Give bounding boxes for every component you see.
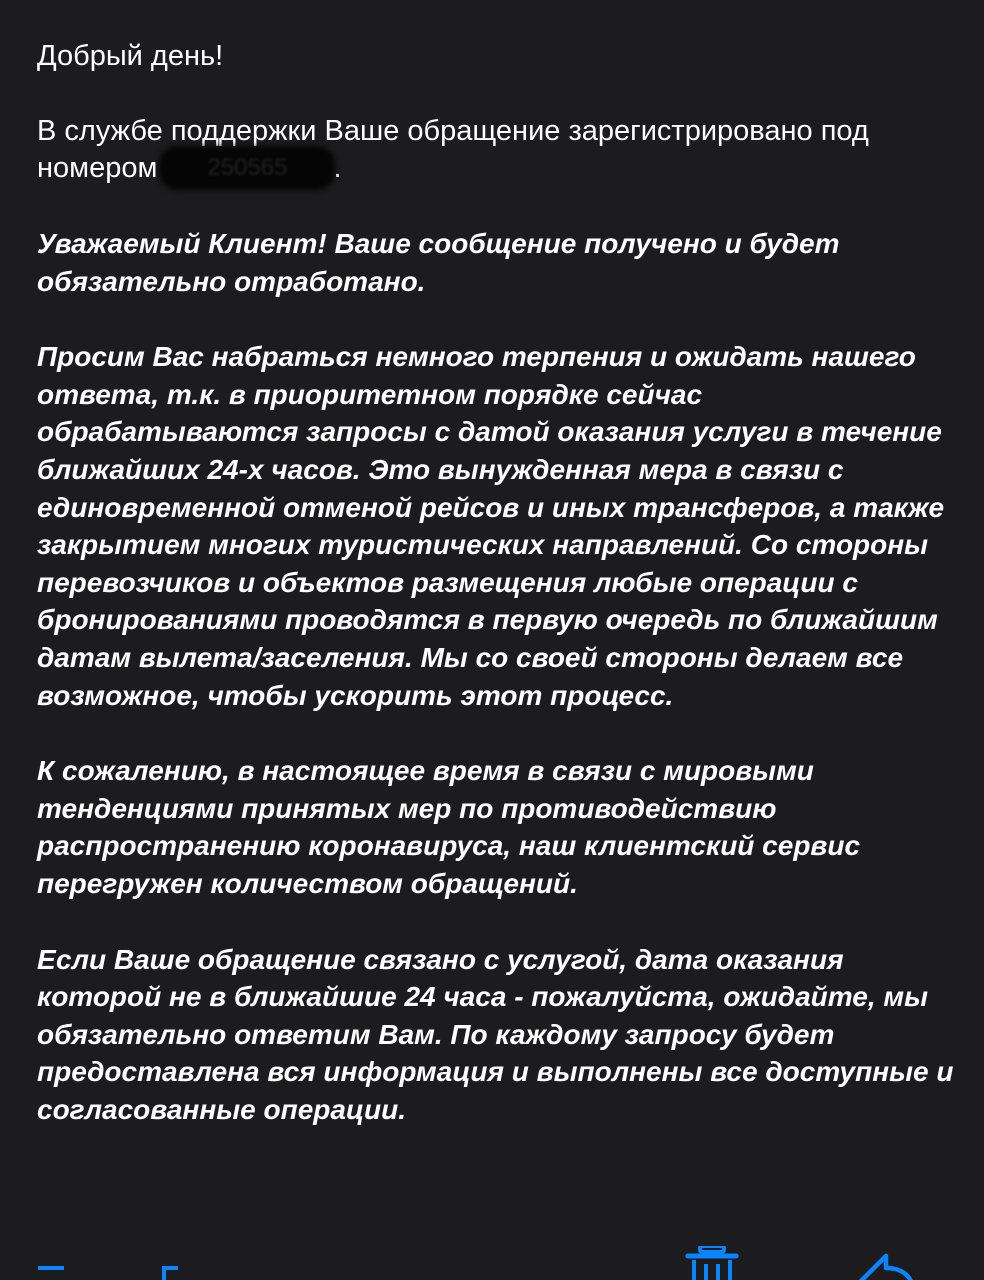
folder-icon[interactable] <box>162 1266 178 1280</box>
ticket-line <box>37 113 962 187</box>
redacted-ticket-number <box>163 150 331 186</box>
email-body <box>37 38 962 1166</box>
greeting-text: Добрый день! <box>37 40 224 72</box>
paragraph-received: Уважаемый Клиент! Ваше сообщение получено и будет обязательно отработано. <box>37 228 840 297</box>
ticket-line-prefix: В службе поддержки Ваше обращение зарегистрировано под номером <box>37 115 869 184</box>
reply-arrow-icon[interactable] <box>856 1252 916 1280</box>
ticket-line-suffix: . <box>333 152 342 184</box>
paragraph-priority: Просим Вас набраться немного терпения и ожидать нашего ответа, т.к. в приоритетном порядке сейчас обрабатываются запросы с датой оказания услуги в течение ближайших 24-х часов. Это вынужденная мера в связи с единовременной отменой рейсов и иных трансферов, а также закрытием многих туристических направлений. Со стороны перевозчиков и объектов размещения любые операции с бронированиями проводятся в первую очередь по ближайшим датам вылета/заселения. Мы со своей стороны делаем все возможное, чтобы ускорить этот процесс. <box>37 341 945 711</box>
trash-icon[interactable] <box>684 1246 740 1280</box>
flag-and-folder-icons[interactable] <box>38 1266 208 1280</box>
flag-icon[interactable] <box>38 1266 64 1270</box>
mail-toolbar <box>0 1238 984 1280</box>
ticket-number-text: 250565 <box>207 154 288 181</box>
paragraph-wait: Если Ваше обращение связано с услугой, дата оказания которой не в ближайшие 24 часа - пожалуйста, ожидайте, мы обязательно ответим Вам. По каждому запросу будет предоставлена вся информация и выполнены все доступные и согласованные операции. <box>37 943 954 1125</box>
paragraph-overload: К сожалению, в настоящее время в связи с мировыми тенденциями принятых мер по противодействию распространению коронавируса, наш клиентский сервис перегружен количеством обращений. <box>37 755 861 899</box>
